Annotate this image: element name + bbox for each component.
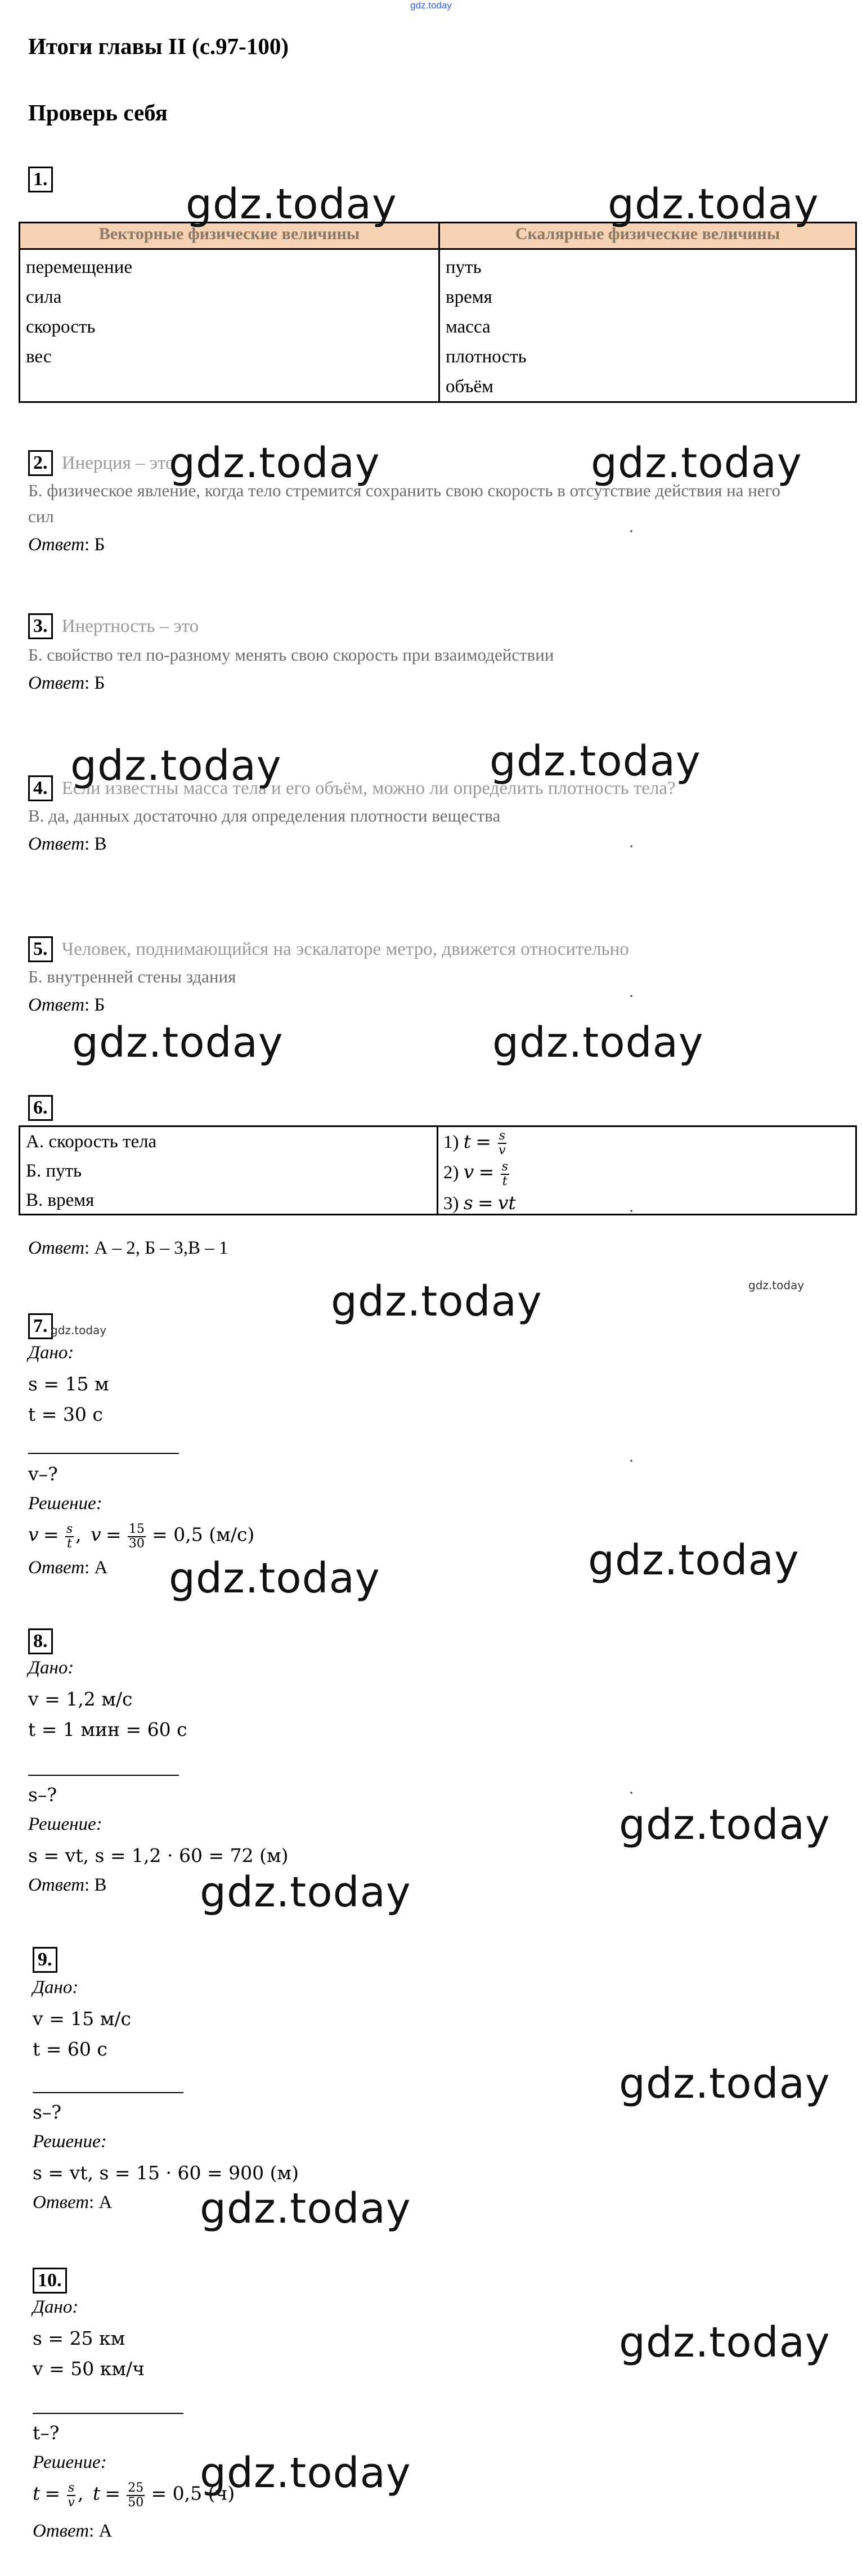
question-number-7: 7.	[28, 1313, 53, 1339]
question-text: Инертность – это	[61, 616, 199, 636]
question-5	[28, 936, 629, 962]
vector-item: скорость	[26, 317, 96, 337]
solution-label: Решение:	[33, 2131, 107, 2152]
solution-formula: s = vt, s = 15 · 60 = 900 (м)	[33, 2162, 299, 2184]
watermark: gdz.today	[619, 1801, 830, 1849]
vector-item: сила	[26, 287, 62, 307]
solution-formula: s = vt, s = 1,2 · 60 = 72 (м)	[28, 1845, 289, 1866]
watermark: gdz.today	[588, 1536, 800, 1585]
question-2	[28, 450, 175, 476]
vector-item: перемещение	[26, 257, 133, 277]
formula-t-s-over-v: 1) t = $\frac{s}{v}$	[443, 1129, 506, 1158]
watermark: gdz.today	[72, 1018, 284, 1067]
answer-5: Ответ: Б	[28, 995, 105, 1015]
watermark: gdz.today	[186, 180, 397, 228]
vector-scalar-table	[19, 222, 862, 403]
watermark-small: gdz.today	[748, 1278, 805, 1292]
watermark: gdz.today	[619, 2318, 830, 2367]
watermark: gdz.today	[619, 2059, 830, 2108]
watermark: gdz.today	[169, 1554, 380, 1603]
watermark: gdz.today	[591, 439, 802, 487]
solution-formula: t = $\frac{s}{v}$ , t = $\frac{25}{50}$ = 0,5 (ч)	[33, 2481, 235, 2510]
scalar-item: масса	[446, 317, 491, 337]
scan-dot	[630, 530, 632, 532]
scan-dot	[630, 1210, 632, 1212]
watermark: gdz.today	[169, 439, 380, 487]
option-text: Б. внутренней стены здания	[28, 967, 236, 986]
question-3	[28, 613, 199, 639]
answer-4: Ответ: В	[28, 834, 107, 854]
question-number-9: 9.	[33, 1947, 57, 1973]
divider-line	[33, 2092, 183, 2093]
question-number-1: 1.	[28, 167, 53, 192]
given-value: v = 50 км/ч	[33, 2358, 145, 2380]
find-value: t–?	[33, 2422, 60, 2444]
watermark: gdz.today	[200, 2449, 411, 2497]
question-number-4: 4.	[28, 775, 53, 801]
divider-line	[33, 2413, 183, 2414]
answer-2: Ответ: Б	[28, 535, 105, 555]
vector-item: вес	[26, 347, 52, 367]
watermark: gdz.today	[70, 742, 282, 790]
given-label: Дано:	[33, 2297, 79, 2317]
given-value: t = 30 с	[28, 1403, 103, 1425]
page-title: Итоги главы II (с.97-100)	[28, 33, 289, 59]
matching-left-item: Б. путь	[26, 1161, 82, 1181]
matching-table	[19, 1125, 857, 1215]
watermark: gdz.today	[492, 1018, 704, 1067]
option-text: В. да, данных достаточно для определения плотности вещества	[28, 806, 501, 825]
solution-label: Решение:	[28, 1493, 102, 1514]
question-number-10: 10.	[33, 2268, 67, 2294]
answer-6: Ответ: А – 2, Б – 3,В – 1	[28, 1238, 228, 1258]
scalar-item: объём	[446, 376, 494, 397]
question-number-5: 5.	[28, 936, 53, 962]
scan-dot	[630, 845, 632, 847]
divider-line	[28, 1453, 179, 1454]
option-text: Б. физическое явление, когда тело стремится сохранить свою скорость в отсутствие действия на него	[28, 481, 780, 500]
watermark-small: gdz.today	[51, 1323, 107, 1337]
watermark: gdz.today	[608, 180, 819, 228]
matching-left-item: А. скорость тела	[26, 1132, 157, 1152]
scan-dot	[630, 1460, 632, 1462]
divider-line	[28, 1775, 179, 1776]
formula-v-s-over-t: 2) v = $\frac{s}{t}$	[443, 1159, 508, 1188]
question-number-6: 6.	[28, 1095, 53, 1121]
answer-3: Ответ: Б	[28, 673, 105, 693]
solution-label: Решение:	[28, 1814, 102, 1834]
watermark: gdz.today	[490, 737, 701, 786]
solution-label: Решение:	[33, 2452, 107, 2472]
question-number-2: 2.	[28, 450, 53, 476]
given-label: Дано:	[28, 1343, 74, 1363]
answer-8: Ответ: В	[28, 1875, 107, 1895]
watermark: gdz.today	[200, 1868, 411, 1917]
given-label: Дано:	[28, 1658, 74, 1678]
given-label: Дано:	[33, 1977, 79, 1998]
given-value: s = 15 м	[28, 1373, 109, 1395]
question-number-8: 8.	[28, 1628, 53, 1654]
find-value: s–?	[28, 1784, 57, 1806]
scalar-item: плотность	[446, 347, 527, 367]
scalar-column-header: Скалярные физические величины	[515, 225, 780, 243]
watermark: gdz.today	[200, 2184, 411, 2233]
scan-dot	[630, 995, 632, 997]
find-value: v–?	[28, 1463, 58, 1485]
page-subtitle: Проверь себя	[28, 100, 168, 125]
scan-dot	[630, 1792, 632, 1794]
given-value: s = 25 км	[33, 2327, 125, 2349]
answer-7: Ответ: А	[28, 1558, 108, 1578]
given-value: t = 1 мин = 60 с	[28, 1718, 187, 1740]
vector-column-header: Векторные физические величины	[98, 225, 360, 243]
matching-left-item: В. время	[26, 1190, 95, 1210]
answer-9: Ответ: А	[33, 2192, 113, 2213]
given-value: v = 1,2 м/с	[28, 1688, 133, 1710]
option-text: Б. свойство тел по-разному менять свою скорость при взаимодействии	[28, 645, 554, 665]
watermark: gdz.today	[331, 1277, 542, 1326]
scalar-item: путь	[446, 257, 482, 277]
given-value: v = 15 м/с	[33, 2008, 132, 2030]
formula-s-vt: 3) s = vt	[443, 1191, 516, 1214]
solution-formula: v = $\frac{s}{t}$ , v = $\frac{15}{30}$ = 0,5 (м/с)	[28, 1522, 255, 1551]
given-value: t = 60 с	[33, 2038, 107, 2060]
question-text: Если известны масса тела и его объём, можно ли определить плотность тела?	[61, 778, 676, 798]
scalar-item: время	[446, 287, 492, 307]
question-text: Человек, поднимающийся на эскалаторе метро, движется относительно	[61, 939, 629, 959]
site-mark[interactable]: gdz.today	[410, 0, 452, 11]
option-text-cont: сил	[28, 506, 54, 526]
question-number-3: 3.	[28, 613, 53, 639]
find-value: s–?	[33, 2101, 62, 2123]
question-text: Инерция – это	[61, 453, 175, 473]
answer-10: Ответ: А	[33, 2521, 113, 2541]
